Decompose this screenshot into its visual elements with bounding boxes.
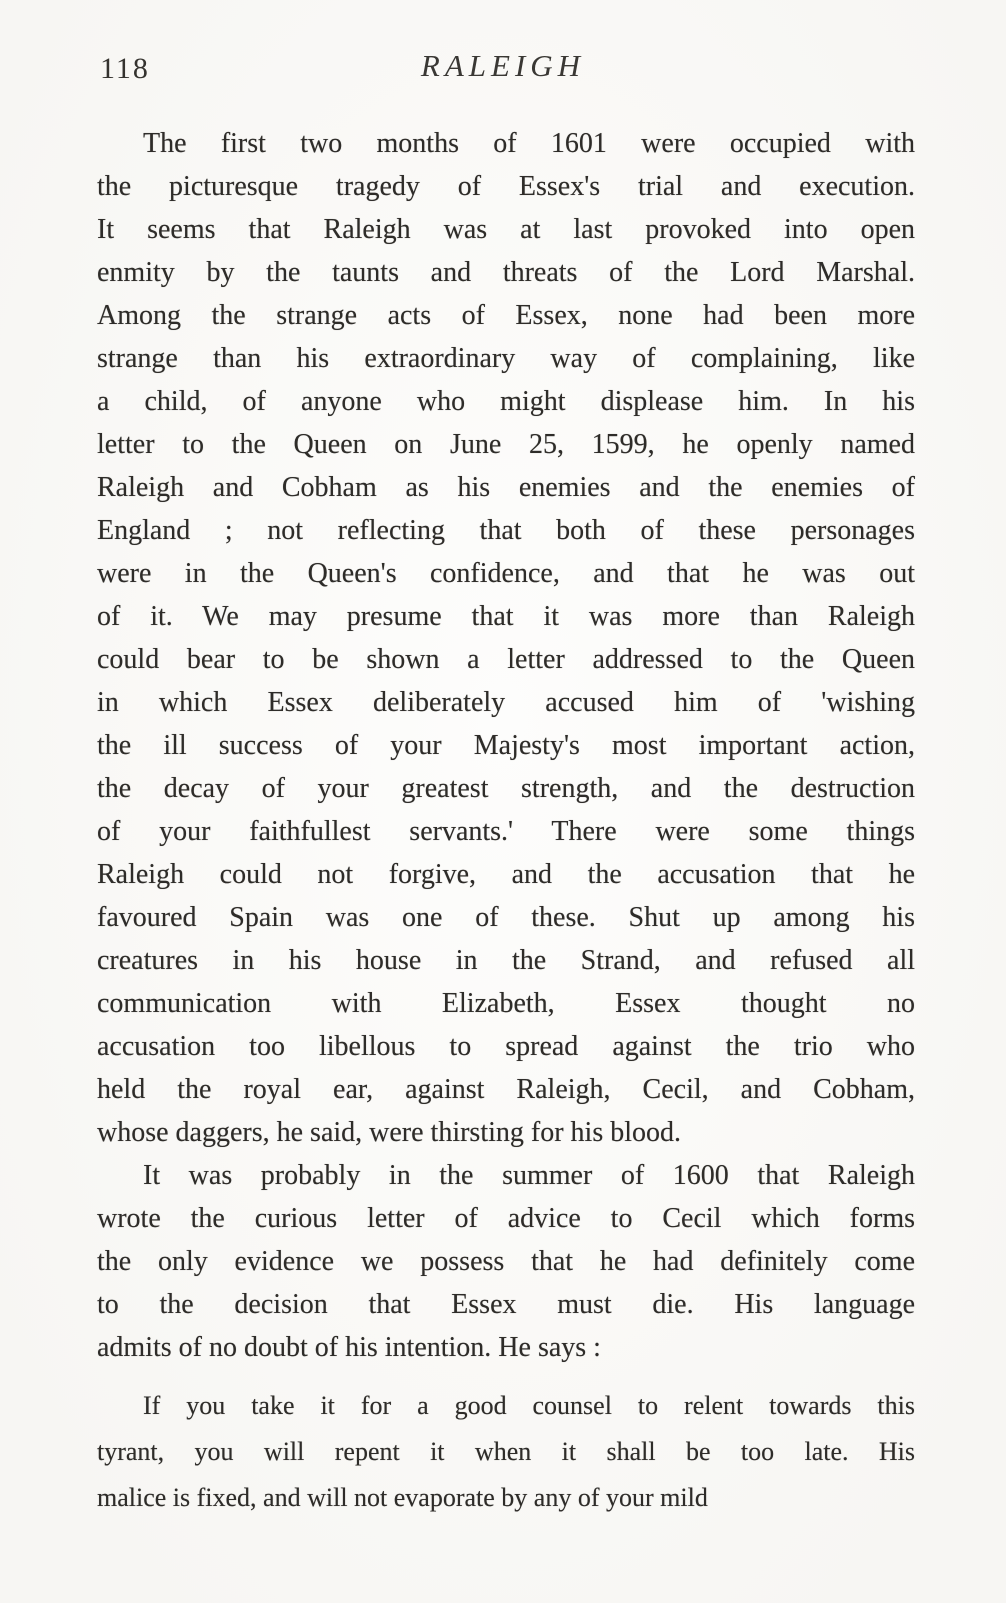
text-line: communication with Elizabeth, Essex thought no: [97, 988, 915, 1019]
text-line: of it. We may presume that it was more than Raleigh: [97, 601, 915, 632]
text-line: Among the strange acts of Essex, none had been more: [97, 300, 915, 331]
paragraph: [97, 1154, 915, 1369]
text-line: creatures in his house in the Strand, and refused all: [97, 945, 915, 976]
text-line: the decay of your greatest strength, and the destruction: [97, 773, 915, 804]
page-number: 118: [100, 52, 150, 85]
text-line: could bear to be shown a letter addressed to the Queen: [97, 644, 915, 675]
text-line: held the royal ear, against Raleigh, Cecil, and Cobham,: [97, 1074, 915, 1105]
text-line: letter to the Queen on June 25, 1599, he openly named: [97, 429, 915, 460]
text-line: the ill success of your Majesty's most important action,: [97, 730, 915, 761]
text-line: wrote the curious letter of advice to Cecil which forms: [97, 1203, 915, 1234]
running-title: RALEIGH: [420, 48, 586, 83]
page-header: [0, 48, 1006, 92]
text-line: whose daggers, he said, were thirsting for his blood.: [97, 1117, 681, 1148]
blockquote-paragraph: [97, 1383, 915, 1521]
text-line: were in the Queen's confidence, and that he was out: [97, 558, 915, 589]
text-line: tyrant, you will repent it when it shall be too late. His: [97, 1437, 915, 1466]
text-line: Raleigh could not forgive, and the accusation that he: [97, 859, 915, 890]
page-body: [97, 122, 915, 1521]
text-line: the only evidence we possess that he had definitely come: [97, 1246, 915, 1277]
text-line: in which Essex deliberately accused him of 'wishing: [97, 687, 915, 718]
text-line: It was probably in the summer of 1600 that Raleigh: [143, 1160, 915, 1191]
text-line: accusation too libellous to spread against the trio who: [97, 1031, 915, 1062]
text-line: Raleigh and Cobham as his enemies and the enemies of: [97, 472, 915, 503]
text-line: It seems that Raleigh was at last provoked into open: [97, 214, 915, 245]
text-line: malice is fixed, and will not evaporate by any of your mild: [97, 1483, 708, 1512]
text-line: England ; not reflecting that both of these personages: [97, 515, 915, 546]
text-line: admits of no doubt of his intention. He says :: [97, 1332, 601, 1363]
text-line: to the decision that Essex must die. His language: [97, 1289, 915, 1320]
text-line: of your faithfullest servants.' There were some things: [97, 816, 915, 847]
text-line: enmity by the taunts and threats of the Lord Marshal.: [97, 257, 915, 288]
text-line: favoured Spain was one of these. Shut up among his: [97, 902, 915, 933]
text-line: the picturesque tragedy of Essex's trial and execution.: [97, 171, 915, 202]
text-line: If you take it for a good counsel to relent towards this: [143, 1391, 915, 1420]
paragraph: [97, 122, 915, 1154]
text-line: The first two months of 1601 were occupied with: [143, 128, 915, 159]
text-line: a child, of anyone who might displease him. In his: [97, 386, 915, 417]
text-line: strange than his extraordinary way of complaining, like: [97, 343, 915, 374]
